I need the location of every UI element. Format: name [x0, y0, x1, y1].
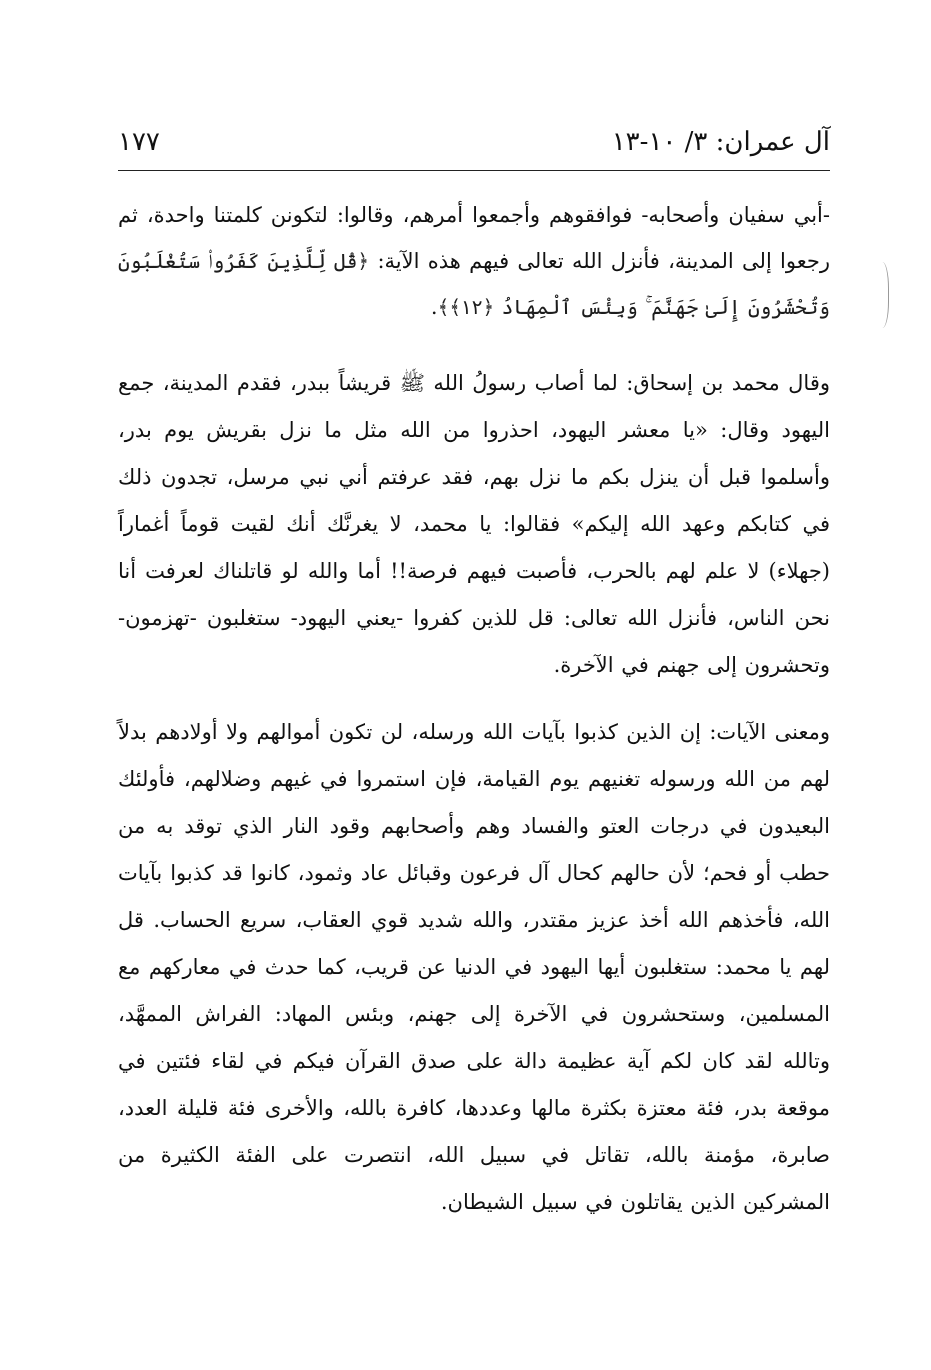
page-header [118, 122, 830, 162]
margin-bracket-mark [876, 262, 889, 328]
paragraph-1-end: . [430, 295, 438, 319]
running-title: آل عمران: ٣/ ١٠-١٣ [611, 127, 830, 157]
paragraph-2: وقال محمد بن إسحاق: لما أصاب رسولُ الله ﷺ قريشاً ببدر، فقدم المدينة، جمع اليهود وقال: «يا معشر اليهود، احذروا من الله مثل ما نزل بقريش يوم بدر، وأسلموا قبل أن ينزل بكم ما نزل بهم، فقد عرفتم أني نبي مرسل، تجدون ذلك في كتابكم وعهد الله إليكم» فقالوا: يا محمد، لا يغرنَّك أنك لقيت قوماً أغماراً (جهلاء) لا علم لهم بالحرب، فأصبت فيهم فرصة!! أما والله لو قاتلناك لعرفت أنا نحن الناس، فأنزل الله تعالى: قل للذين كفروا -يعني اليهود- ستغلبون -تهزمون- وتحشرون إلى جهنم في الآخرة. [118, 371, 830, 677]
page-number: ١٧٧ [118, 127, 160, 157]
header-divider [118, 170, 830, 171]
main-text [118, 192, 830, 1226]
quran-verse: ﴿قُل لِّلَّذِينَ كَفَرُوا۟ سَتُغْلَبُونَ وَتُحْشَرُونَ إِلَىٰ جَهَنَّمَ ۚ وَبِئْسَ ٱلْمِهَادُ ﴿١٢﴾﴾ [118, 249, 830, 319]
paragraph-1-lead: -أبي سفيان وأصحابه- فوافقوهم وأجمعوا أمرهم، وقالوا: لتكونن كلمتنا واحدة، ثم رجعوا إلى المدينة، فأنزل الله تعالى فيهم هذه الآية: [118, 203, 830, 273]
paragraph-1 [118, 192, 830, 330]
paragraph-3: ومعنى الآيات: إن الذين كذبوا بآيات الله ورسله، لن تكون أموالهم ولا أولادهم بدلاً لهم من الله ورسوله تغنيهم يوم القيامة، فإن استمروا في غيهم وضلالهم، فأولئك البعيدون في درجات العتو والفساد وهم وأصحابهم وقود النار الذي توقد به من حطب أو فحم؛ لأن حالهم كحال آل فرعون وقبائل عاد وثمود، كانوا قد كذبوا بآيات الله، فأخذهم الله أخذ عزيز مقتدر، والله شديد قوي العقاب، سريع الحساب. قل لهم يا محمد: ستغلبون أيها اليهود في الدنيا عن قريب، كما حدث في معاركهم مع المسلمين، وستحشرون في الآخرة إلى جهنم، وبئس المهاد: الفراش الممهَّد، وتالله لقد كان لكم آية عظيمة دالة على صدق القرآن فيكم في لقاء فئتين في موقعة بدر، فئة معتزة بكثرة مالها وعددها، كافرة بالله، والأخرى فئة قليلة العدد، صابرة، مؤمنة بالله، تقاتل في سبيل الله، انتصرت على الفئة الكثيرة من المشركين الذين يقاتلون في سبيل الشيطان. [118, 720, 830, 1214]
